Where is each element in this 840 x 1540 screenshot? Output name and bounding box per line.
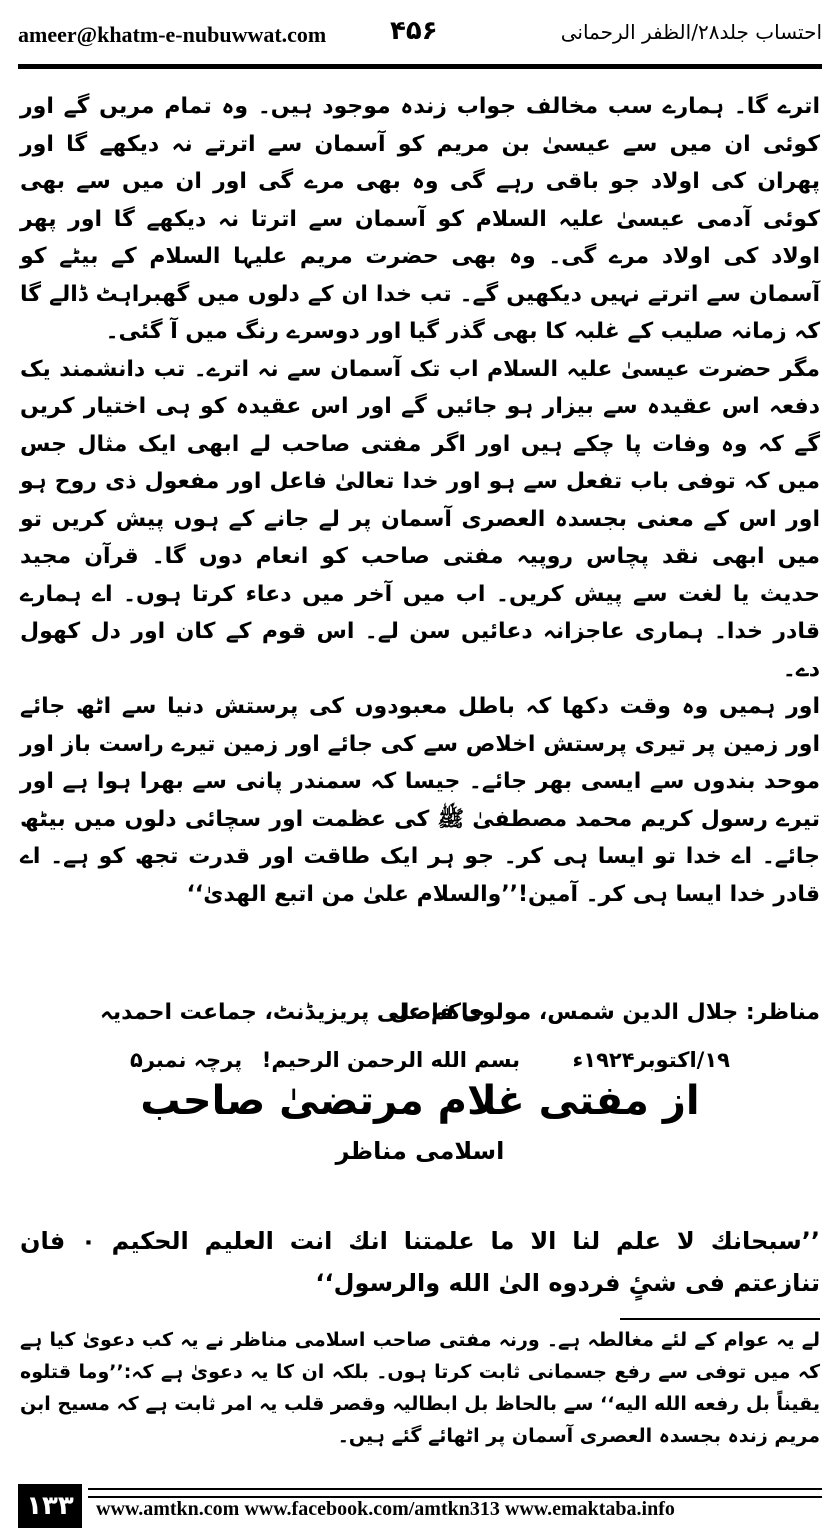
section-heading <box>0 1078 840 1174</box>
president-name: حاکم علی پریزیڈنٹ، جماعت احمدیہ <box>100 1000 486 1025</box>
page-footer <box>18 1484 822 1528</box>
header-book-title: احتساب جلد۲۸/الظفر الرحمانی <box>560 20 822 44</box>
debater-name: مناظر: جلال الدین شمس، مولوی فاضل <box>390 1000 820 1025</box>
footer-rule <box>88 1488 822 1498</box>
page-header <box>18 16 822 58</box>
heading-subtitle: اسلامی مناظر <box>335 1137 505 1165</box>
footer-links: www.amtkn.com www.facebook.com/amtkn313 www.emaktaba.info <box>96 1498 675 1520</box>
header-page-number: ۴۵۶ <box>390 16 438 46</box>
bismillah: بسم الله الرحمن الرحيم! <box>261 1048 520 1072</box>
heading-title: از مفتی غلام مرتضیٰ صاحب <box>140 1078 700 1124</box>
paragraph-2: مگر حضرت عیسیٰ علیہ السلام اب تک آسمان سے نہ اترے۔ تب دانشمند یک دفعہ اس عقیدہ سے بیزار ہو جائیں گے اور اس عقیدہ کو ہی اختیار کریں گے کہ وہ وفات پا چکے ہیں اور اگر مفتی صاحب لے ابھی ایک مثال جس میں کہ توفی باب تفعل سے ہو اور خدا تعالیٰ فاعل اور مفعول ذی روح ہو اور اس کے معنی بجسدہ العصری آسمان پر لے جانے کے ہوں پیش کریں تو میں ابھی نقد پچاس روپیہ مفتی صاحب کو انعام دوں گا۔ قرآن مجید حدیث یا لغت سے پیش کریں۔ اب میں آخر میں دعاء کرتا ہوں۔ اے ہمارے قادر خدا۔ ہماری عاجزانہ دعائیں سن لے۔ اس قوم کے کان اور دل کھول دے۔ <box>20 356 820 682</box>
footer-folio: ۱۳۳ <box>18 1484 82 1528</box>
paragraph-1: اترے گا۔ ہمارے سب مخالف جواب زندہ موجود ہیں۔ وہ تمام مریں گے اور کوئی ان میں سے عیسیٰ بن مریم کو آسمان سے اترتے نہ دیکھے گا اور پھران کی اولاد جو باقی رہے گی وہ بھی مرے گی اور ان میں سے بھی کوئی آدمی عیسیٰ علیہ السلام کو آسمان سے اترتا نہ دیکھے گا اور پھر اولاد کی اولاد مرے گی۔ وہ بھی حضرت مریم علیہا السلام کے بیٹے کو آسمان سے اترتے نہیں دیکھیں گے۔ تب خدا ان کے دلوں میں گھبراہٹ ڈالے گا کہ زمانہ صلیب کے غلبہ کا بھی گذر گیا اور دوسرے رنگ میں آ گئی۔ <box>20 94 820 344</box>
paragraph-3: اور ہمیں وہ وقت دکھا کہ باطل معبودوں کی پرستش دنیا سے اٹھ جائے اور زمین پر تیری پرستش اخلاص سے کی جائے اور زمین تیرے راست باز اور موحد بندوں سے ایسی بھر جائے۔ جیسا کہ سمندر پانی سے بھرا ہوا ہے اور تیرے رسول کریم محمد مصطفیٰ ﷺ کی عظمت اور سچائی دلوں میں بیٹھ جائے۔ اے خدا تو ایسا ہی کر۔ جو ہر ایک طاقت اور قدرت تجھ کو ہے۔ اے قادر خدا ایسا ہی کر۔ آمین!’’والسلام علیٰ من اتبع الهدیٰ‘‘ <box>20 694 820 907</box>
header-email: ameer@khatm-e-nubuwwat.com <box>18 22 327 47</box>
header-rule <box>18 64 822 69</box>
footnote-divider <box>620 1318 820 1320</box>
paper-number: پرچہ نمبر۵ <box>130 1048 243 1072</box>
arabic-quote: ’’سبحانك لا علم لنا الا ما علمتنا انك انت العليم الحكيم ۰ فان تنازعتم فی شیٍٔ فردوه الیٰ الله والرسول‘‘ <box>20 1227 820 1297</box>
body-text <box>20 88 820 913</box>
date: ۱۹/اکتوبر۱۹۲۴ء <box>572 1048 730 1072</box>
footnote: لے یہ عوام کے لئے مغالطہ ہے۔ ورنہ مفتی صاحب اسلامی مناظر نے یہ کب دعویٰ کیا ہے کہ میں توفی سے رفع جسمانی ثابت کرتا ہوں۔ بلکہ ان کا یہ دعویٰ ہے کہ:’’وما قتلوه يقيناً بل رفعه الله اليه‘‘ سے بالحاظ بل ابطالیہ وقصر قلب یہ امر ثابت ہے کہ مسیح ابن مریم زندہ بجسدہ العصری آسمان پر اٹھائے گئے ہیں۔ <box>20 1329 820 1447</box>
